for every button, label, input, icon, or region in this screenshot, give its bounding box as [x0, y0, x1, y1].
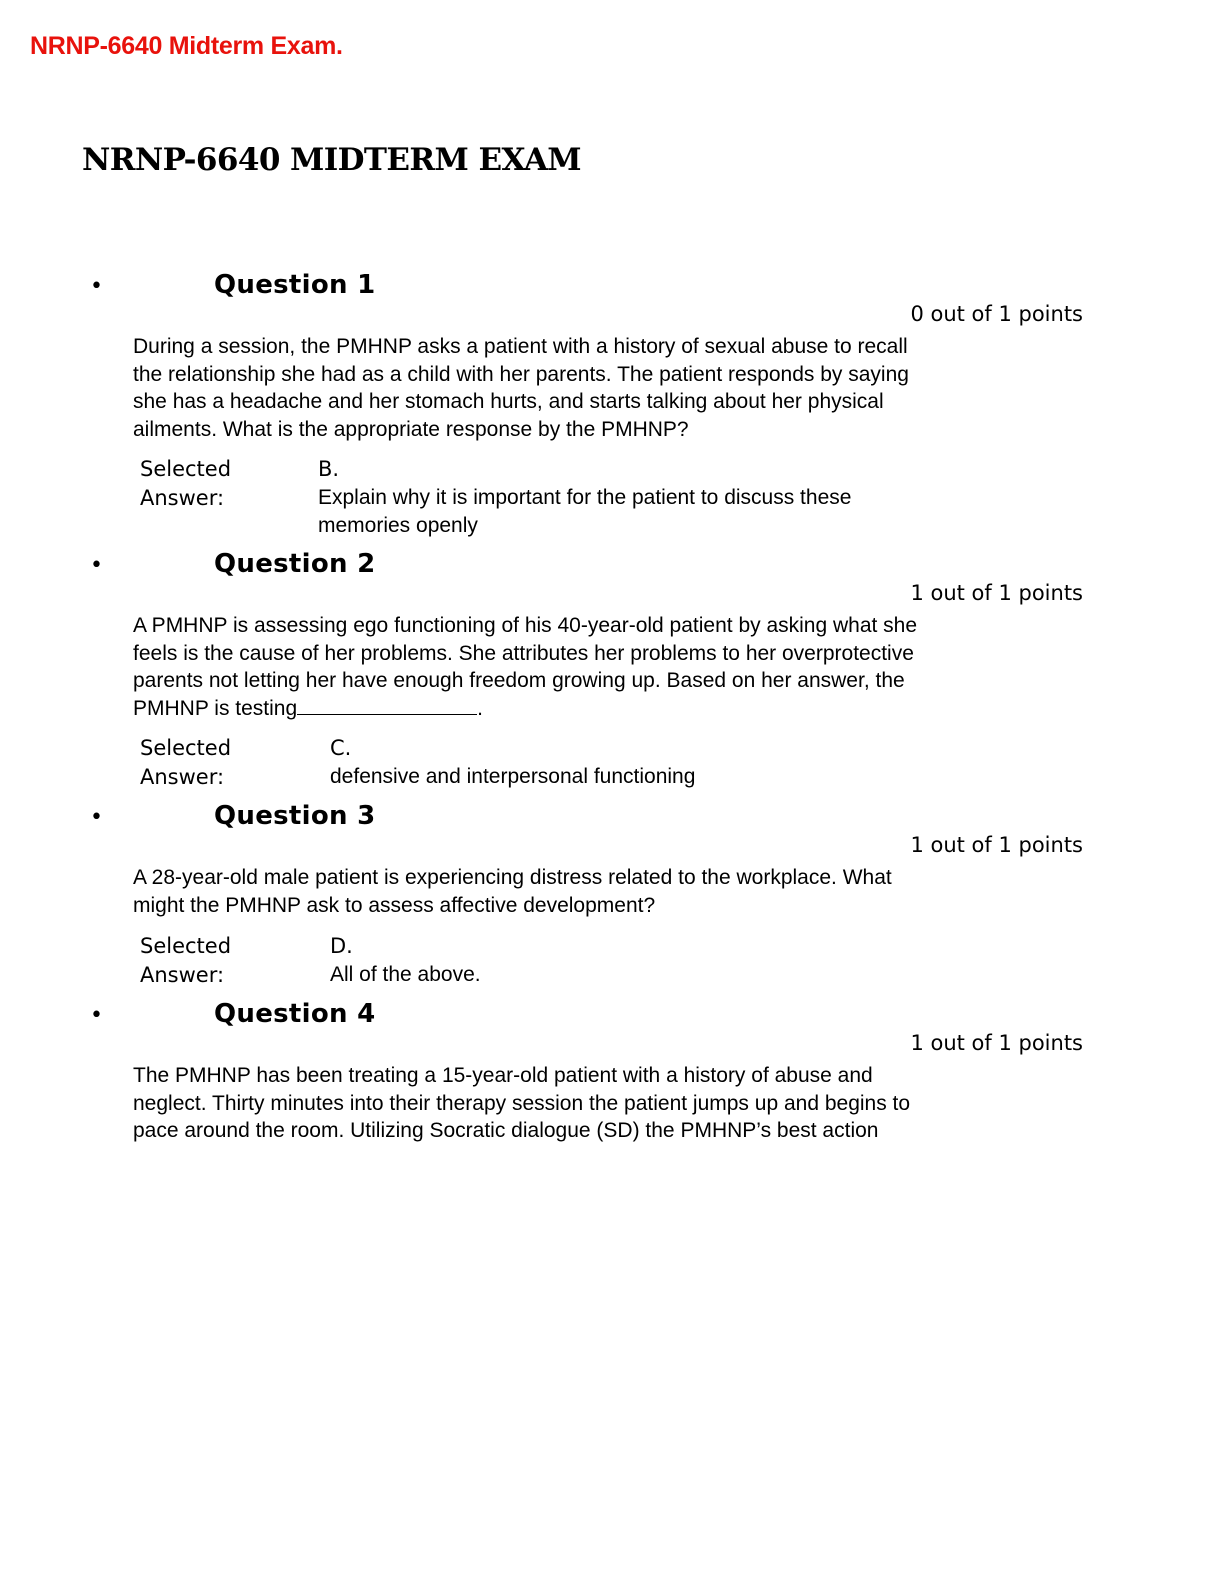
- answer-letter: D.: [330, 934, 353, 958]
- question-text-tail: .: [477, 696, 484, 720]
- question-text-line: might the PMHNP ask to assess affective development?: [133, 893, 656, 917]
- answer-letter: C.: [330, 736, 352, 760]
- question-text-line: A PMHNP is assessing ego functioning of his 40-year-old patient by asking what she: [133, 614, 918, 637]
- question-text: [133, 333, 1028, 443]
- question-points: 0 out of 1 points: [910, 302, 1083, 326]
- selected-answer-label: [140, 455, 231, 513]
- question-text-line: the relationship she had as a child with her parents. The patient responds by saying: [133, 362, 909, 386]
- question-text: [133, 864, 1028, 919]
- question-text-line: The PMHNP has been treating a 15-year-old patient with a history of abuse and: [133, 1064, 873, 1087]
- question-text-line: feels is the cause of her problems. She attributes her problems to her overprotective: [133, 641, 914, 665]
- bullet-icon: •: [90, 805, 103, 830]
- document-title: NRNP-6640 MIDTERM EXAM: [82, 142, 581, 178]
- question-text-line-last: [133, 695, 1028, 723]
- bullet-icon: •: [90, 274, 103, 299]
- header-title: NRNP-6640 Midterm Exam.: [30, 32, 343, 60]
- question-text-line: ailments. What is the appropriate response by the PMHNP?: [133, 417, 689, 441]
- label-line: Answer:: [140, 963, 225, 987]
- answer-letter: B.: [318, 457, 340, 481]
- label-line: Selected: [140, 934, 232, 958]
- fill-in-blank: [297, 696, 477, 715]
- label-line: Answer:: [140, 486, 225, 510]
- question-text: [133, 612, 1028, 722]
- question-points: 1 out of 1 points: [910, 581, 1083, 605]
- selected-answer-label: [140, 932, 231, 990]
- question-text-line: she has a headache and her stomach hurts, and starts talking about her physical: [133, 390, 884, 413]
- question-points: 1 out of 1 points: [910, 1031, 1083, 1055]
- question-text-line: During a session, the PMHNP asks a patient with a history of sexual abuse to recall: [133, 335, 908, 358]
- label-line: Selected: [140, 736, 232, 760]
- question-heading: Question 3: [214, 801, 376, 831]
- question-text-line: parents not letting her have enough freedom growing up. Based on her answer, the: [133, 669, 905, 692]
- question-text-line: pace around the room. Utilizing Socratic dialogue (SD) the PMHNP’s best action: [133, 1119, 879, 1142]
- question-text-line: neglect. Thirty minutes into their therapy session the patient jumps up and begins to: [133, 1091, 911, 1115]
- answer-text: All of the above.: [330, 963, 481, 986]
- question-text: [133, 1062, 1028, 1145]
- bullet-icon: •: [90, 553, 103, 578]
- question-heading: Question 4: [214, 999, 376, 1029]
- label-line: Answer:: [140, 765, 225, 789]
- label-line: Selected: [140, 457, 232, 481]
- question-text-line: A 28-year-old male patient is experiencing distress related to the workplace. What: [133, 866, 892, 889]
- question-points: 1 out of 1 points: [910, 833, 1083, 857]
- question-heading: Question 2: [214, 549, 376, 579]
- answer-text: Explain why it is important for the patient to discuss these memories openly: [318, 486, 852, 537]
- answer-text: defensive and interpersonal functioning: [330, 765, 696, 788]
- selected-answer-label: [140, 734, 231, 792]
- question-text-fragment: PMHNP is testing: [133, 696, 298, 720]
- bullet-icon: •: [90, 1003, 103, 1028]
- question-heading: Question 1: [214, 270, 376, 300]
